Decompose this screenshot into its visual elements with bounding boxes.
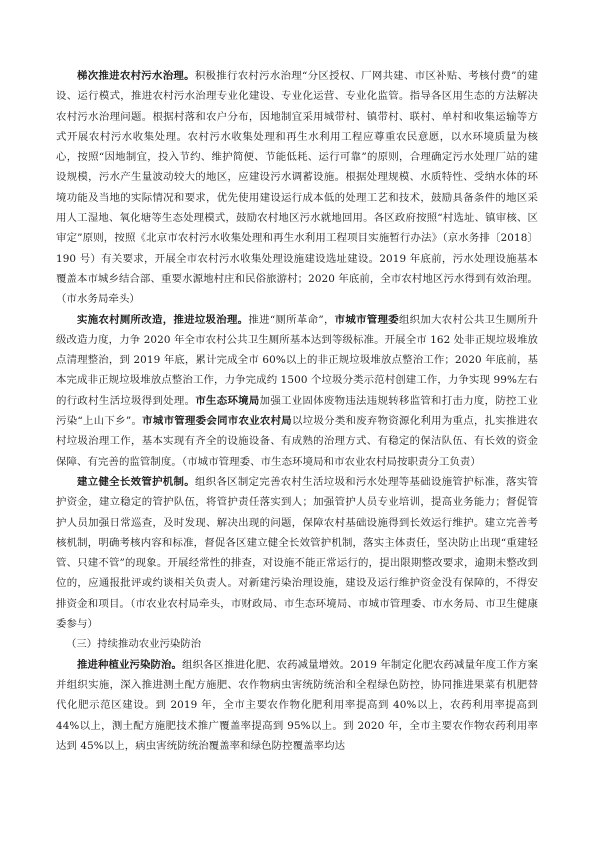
- paragraph-toilet-garbage: [56, 310, 538, 472]
- paragraph-planting-pollution: [56, 655, 538, 756]
- paragraph-body: 组织各区制定完善农村生活垃圾和污水处理等基础设施管护标准，落实管护资金，建立稳定的管护队伍，将管护责任落实到人；加强管护人员专业培训，提高业务能力；督促管护人员加强日常巡查，及时发现、解决出现的问题，保障农村基础设施得到长效运行维护。建立完善考核机制，明确考核内容和标准，督促各区建立健全长效管护机制，落实主体责任，坚决防止出现“重建轻管、只建不管”的现象。开展经常性的排查，对设施不能正常运行的，提出限期整改要求，逾期未整改到位的，应通报批评或约谈相关负责人。对新建污染治理设施，建设及运行维护资金没有保障的，不得安排资金和项目。（市农业农村局牵头，市财政局、市生态环境局、市城市管理委、市水务局、市卫生健康委参与）: [56, 475, 538, 631]
- paragraph-rural-sewage: [56, 66, 538, 310]
- department-name: 市城市管理委: [334, 313, 399, 326]
- paragraph-body-part: 以垃圾分类和废弃物资源化利用为重点，扎实推进农村垃圾治理工作，基本实现有齐全的设施设备、有成熟的治理方式、有稳定的保洁队伍、有长效的资金保障、有完善的监管制度。（市城市管理委、市生态环境局和市农业农村局按职责分工负责）: [56, 415, 538, 468]
- paragraph-heading: 梯次推进农村污水治理。: [77, 70, 195, 82]
- department-name: 市生态环境局: [195, 394, 260, 407]
- document-page: [56, 66, 538, 756]
- paragraph-body-part: 推进“厕所革命”，: [248, 313, 335, 326]
- paragraph-body: 组织各区推进化肥、农药减量增效。2019 年制定化肥农药减量年度工作方案并组织实施，深入推进测土配方施肥、农作物病虫害统防统治和全程绿色防控，协同推进果菜有机肥替代化肥示范区建设。到 2019 年，全市主要农作物化肥利用率提高到 40%以上，农药利用率提高到 44%以上，测土配方施肥技术推广覆盖率提高到 95%以上。到 2020 年，全市主要农作物农药利用率达到 45%以上，病虫害统防统治覆盖率和绿色防控覆盖率均达: [56, 658, 538, 752]
- paragraph-body-part: 加强工业固体废物违法违规转移监管和打击力度，防控工业污染“上山下乡”。: [56, 394, 538, 428]
- paragraph-body: 积极推行农村污水治理“分区授权、厂网共建、市区补贴、考核付费”的建设、运行模式，推进农村污水治理专业化建设、专业化运营、专业化监管。指导各区用生态的方法解决农村污水治理问题。根据村落和农户分布，因地制宜采用城带村、镇带村、联村、单村和收集运输等方式开展农村污水收集处理。农村污水收集处理和再生水利用工程应尊重农民意愿，以水环境质量为核心，按照“因地制宜，投入节约、维护简便、节能低耗、运行可靠”的原则，合理确定污水处理厂站的建设规模，污水产生量波动较大的地区，应建设污水调蓄设施。根据处理规模、水质特性、受纳水体的环境功能及当地的实际情况和要求，优先使用建设运行成本低的处理工艺和技术，鼓励具备条件的地区采用人工湿地、氧化塘等生态处理模式，鼓励农村地区污水就地回用。各区政府按照“村选址、镇审核、区审定”原则，按照《北京市农村污水收集处理和再生水利用工程项目实施暂行办法》（京水务排〔2018〕190 号）有关要求，开展全市农村污水收集处理设施建设选址建设。2019 年底前，污水处理设施基本覆盖本市城乡结合部、重要水源地村庄和民俗旅游村；2020 年底前，全市农村地区污水得到有效治理。（市水务局牵头）: [56, 70, 538, 306]
- paragraph-maintenance-mechanism: [56, 472, 538, 634]
- section-heading: （三）持续推动农业污染防治: [66, 638, 202, 651]
- paragraph-body-part: 组织加大农村公共卫生厕所升级改造力度，力争 2020 年全市农村公共卫生厕所基本达到等级标准。开展全市 162 处非正规垃圾堆放点清理整治，到 2019 年底，累计完成全市 60%以上的非正规垃圾堆放点整治工作；2020 年底前，基本完成非正规垃圾堆放点整治工作，力争完成约 1500 个垃圾分类示范村创建工作，力争实现 99%左右的行政村生活垃圾得到处理。: [56, 313, 538, 407]
- department-name: 市城市管理委会同市农业农村局: [142, 415, 293, 428]
- paragraph-heading: 建立健全长效管护机制。: [77, 475, 195, 488]
- paragraph-heading: 实施农村厕所改造，推进垃圾治理。: [77, 313, 249, 326]
- paragraph-heading: 推进种植业污染防治。: [77, 658, 183, 671]
